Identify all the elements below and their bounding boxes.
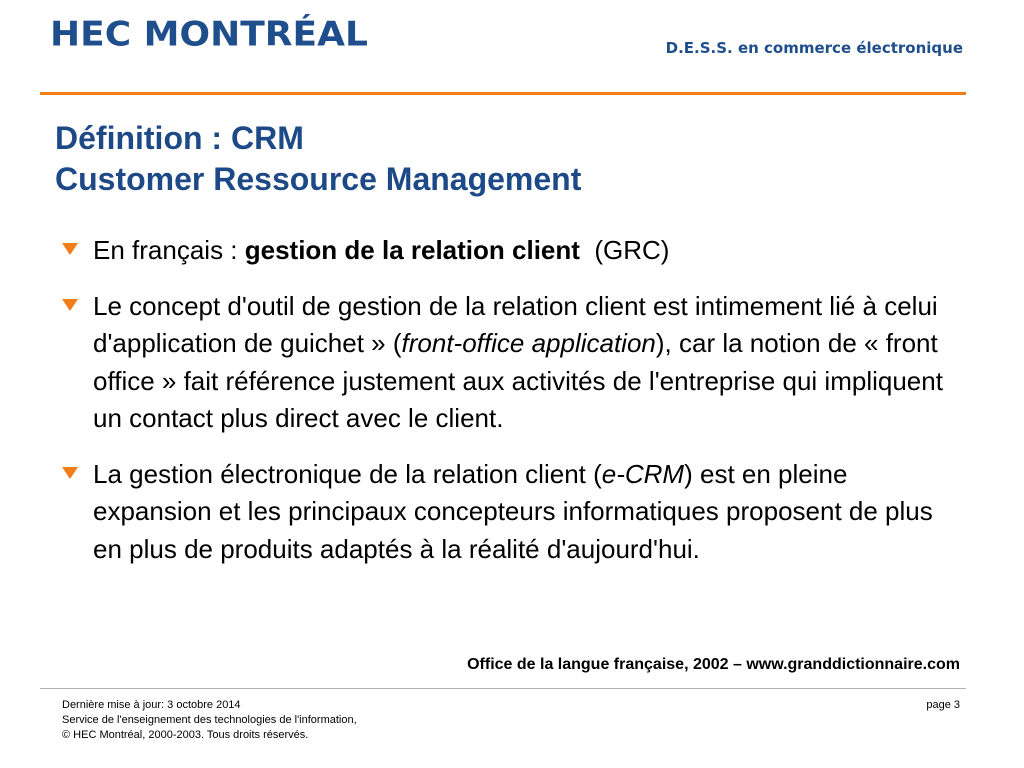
orange-triangle-down-icon [62,243,78,255]
slide-title-line-2: Customer Ressource Management [55,161,582,197]
slide-title-line-1: Définition : CRM [55,120,304,156]
footer-service: Service de l'enseignement des technologies de l'information, [62,714,357,726]
source-citation: Office de la langue française, 2002 – www.granddictionnaire.com [467,656,960,673]
footer-last-update: Dernière mise à jour: 3 octobre 2014 [62,699,241,711]
bullet-1-prefix: En français : [93,235,245,265]
orange-triangle-down-icon [62,467,78,479]
orange-triangle-down-icon [62,299,78,311]
bullet-item-front-office [55,288,955,438]
slide-title [55,118,581,200]
header-divider [40,92,966,95]
bullet-2-text-b: ), car la notion de « front office » fait référence justement aux activités de l'entreprise qui impliquent un contact plus direct avec le client. [93,328,943,433]
bullet-3-text-b: ) est en pleine expansion et les principaux concepteurs informatiques proposent de plus en plus de produits adaptés à la réalité d'aujourd'hui. [93,458,933,564]
footer-text [62,698,357,743]
hec-montreal-logo: HEC MONTRÉAL [50,15,368,55]
bullet-3-italic: e-CRM [601,458,685,489]
bullet-2-text-a: Le concept d'outil de gestion de la relation client est intimement lié à celui d'application de guichet » ( [93,290,938,358]
bullet-3-text-a: La gestion électronique de la relation client ( [93,458,602,489]
bullet-item-french-term [55,232,955,270]
bullet-1-suffix: (GRC) [579,235,670,265]
bullet-item-ecrm [55,456,955,569]
bullet-1-bold-term: gestion de la relation client [244,235,580,265]
footer-divider [40,688,966,689]
bullet-2-italic: front-office application [401,328,656,358]
bullet-list [55,232,955,568]
program-name: D.E.S.S. en commerce électronique [665,39,963,57]
footer-copyright: © HEC Montréal, 2000-2003. Tous droits réservés. [62,729,309,741]
page-number: page 3 [926,699,960,711]
